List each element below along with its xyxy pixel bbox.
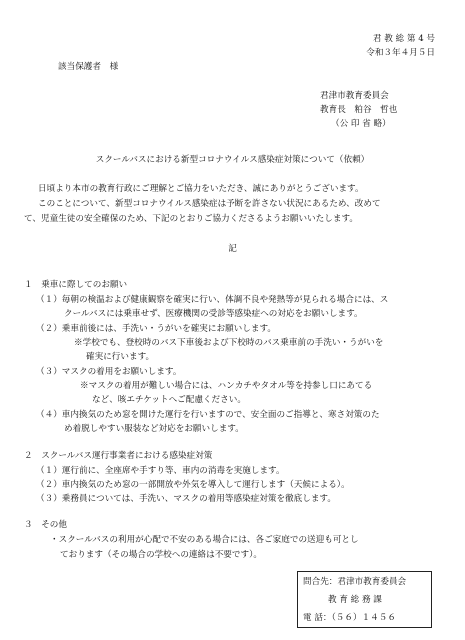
intro-line-2: このことについて、新型コロナウイルス感染症は予断を許さない状況にあるため、改めて: [38, 199, 381, 209]
sender-organization: 君津市教育委員会: [320, 91, 389, 101]
section-1-note: ※学校でも、登校時のバス下車後および下校時のバス乗車前の手洗い・うがいを: [74, 338, 384, 348]
contact-line-1: 問合先：君津市教育委員会: [303, 577, 407, 587]
section-3-heading: ３ その他: [24, 520, 67, 530]
addressee: 該当保護者 様: [58, 62, 119, 72]
intro-line-1: 日頃より本市の教育行政にご理解とご協力をいただき、誠にありがとうございます。: [38, 184, 364, 194]
document-date: 令和３年４月５日: [366, 48, 435, 58]
document-number: 君 教 総 第 4 号: [372, 34, 435, 44]
section-2-line: （２）車内換気のため窓の一部開放や外気を導入して運行します（天候による）。: [36, 480, 350, 490]
section-1-line: （４）車内換気のため窓を開けた運行を行いますので、安全面のご指導と、寒さ対策のた: [36, 410, 380, 420]
section-3-line: ・スクールバスの利用が心配で不安のある場合には、各ご家庭での送迎も可とし: [50, 535, 359, 545]
section-2-line: （１）運行前に、全座席や手すり等、車内の消毒を実施します。: [36, 466, 285, 476]
sender-title-name: 教育長 粕谷 哲也: [320, 105, 398, 115]
section-1-line: （３）マスクの着用をお願いします。: [36, 367, 182, 377]
contact-line-2: 教 育 総 務 課: [328, 595, 382, 605]
section-3-line: ております（その場合の学校への連絡は不要です）。: [60, 550, 262, 560]
section-1-line: め着脱しやすい服装など対応をお願いします。: [64, 424, 244, 434]
contact-box: [297, 571, 432, 628]
intro-line-3: て、児童生徒の安全確保のため、下記のとおりご協力くださるようお願いいたします。: [24, 214, 358, 224]
section-1-heading: １ 乗車に際してのお願い: [24, 280, 128, 290]
document-title: スクールバスにおける新型コロナウイルス感染症対策について（依頼）: [95, 155, 370, 165]
section-1-note: など、咳エチケットへご配慮ください。: [92, 395, 246, 405]
section-2-line: （３）乗務員については、手洗い、マスクの着用等感染症対策を徹底します。: [36, 494, 336, 504]
seal-omitted-note: （公 印 省 略）: [331, 119, 391, 129]
contact-line-3: 電 話：（５６）１４５６: [303, 613, 396, 623]
section-1-note: ※マスクの着用が難しい場合には、ハンカチやタオル等を持参し口にあてる: [80, 381, 373, 391]
section-2-heading: ２ スクールバス運行事業者における感染症対策: [24, 451, 213, 461]
section-1-note: 確実に行います。: [86, 352, 155, 362]
ki-heading: 記: [228, 244, 237, 254]
section-1-line: クールバスには乗車せず、医療機関の受診等感染症への対応をお願いします。: [64, 309, 363, 319]
section-1-line: （２）乗車前後には、手洗い・うがいを確実にお願いします。: [36, 324, 276, 334]
section-1-line: （１）毎朝の検温および健康観察を確実に行い、体調不良や発熱等が見られる場合には、ス: [36, 295, 389, 305]
